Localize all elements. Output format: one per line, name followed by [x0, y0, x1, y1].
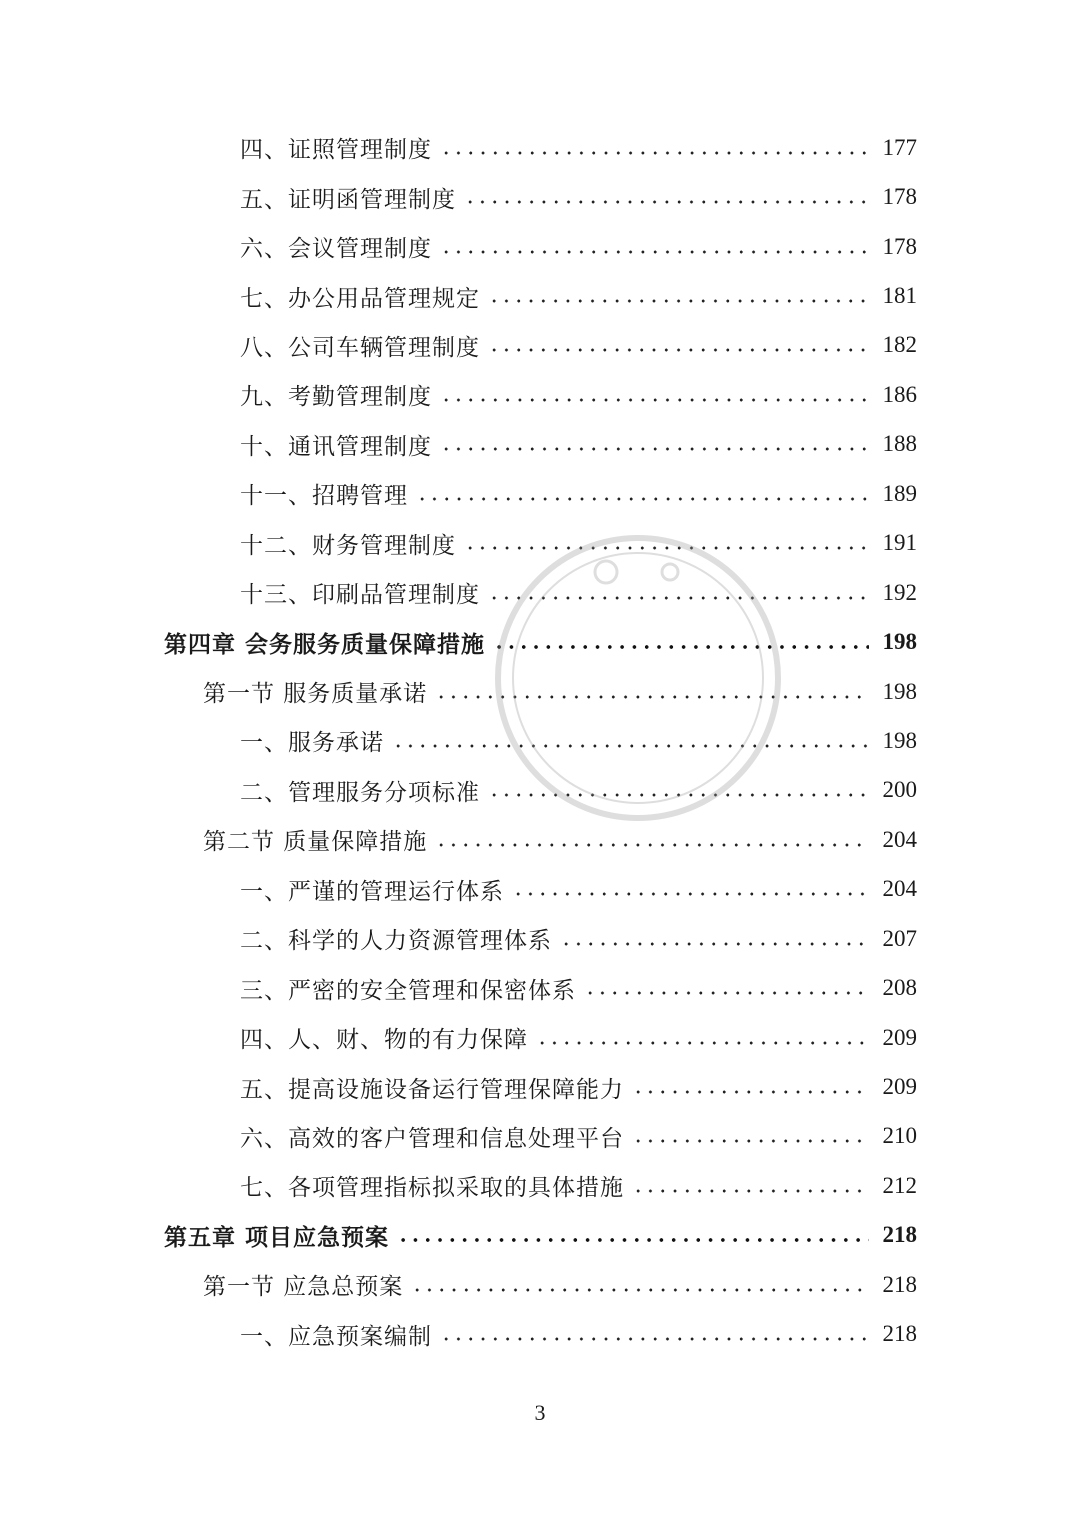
toc-item-entry[interactable] — [0, 172, 1080, 221]
toc-entry-page: 189 — [882, 480, 917, 506]
toc-entry-label: 二、科学的人力资源管理体系 — [240, 928, 552, 955]
dot-leader — [632, 1189, 869, 1193]
toc-entry-page: 178 — [882, 233, 917, 259]
toc-item-entry[interactable] — [0, 519, 1080, 568]
toc-entry-label: 十二、财务管理制度 — [240, 532, 456, 559]
dot-leader — [488, 299, 869, 303]
dot-leader — [584, 991, 869, 995]
toc-entry-page: 186 — [882, 381, 917, 407]
toc-item-entry[interactable] — [0, 469, 1080, 518]
toc-entry-label: 二、管理服务分项标准 — [240, 779, 480, 806]
dot-leader — [411, 1288, 869, 1292]
dot-leader — [435, 843, 869, 847]
dot-leader — [488, 348, 869, 352]
dot-leader — [397, 1238, 869, 1242]
toc-entry-page: 210 — [882, 1123, 917, 1149]
toc-item-entry[interactable] — [0, 123, 1080, 172]
dot-leader — [632, 1090, 869, 1094]
toc-entry-page: 218 — [882, 1271, 917, 1297]
dot-leader — [632, 1139, 869, 1143]
toc-entry-page: 209 — [882, 1074, 917, 1100]
toc-item-entry[interactable] — [0, 222, 1080, 271]
toc-entry-label: 四、证照管理制度 — [240, 137, 432, 164]
toc-entry-page: 182 — [882, 332, 917, 358]
toc-entry-page: 178 — [882, 184, 917, 210]
toc-entry-label: 十一、招聘管理 — [240, 483, 408, 510]
dot-leader — [536, 1041, 869, 1045]
toc-entry-label: 一、服务承诺 — [240, 730, 384, 757]
toc-chapter-entry[interactable] — [0, 617, 1080, 666]
toc-entry-page: 198 — [882, 678, 917, 704]
toc-entry-label: 七、办公用品管理规定 — [240, 285, 480, 312]
toc-item-entry[interactable] — [0, 321, 1080, 370]
toc-entry-label: 十、通讯管理制度 — [240, 433, 432, 460]
toc-entry-label: 六、会议管理制度 — [240, 236, 432, 263]
toc-entry-page: 212 — [882, 1172, 917, 1198]
dot-leader — [435, 695, 869, 699]
toc-entry-label: 九、考勤管理制度 — [240, 384, 432, 411]
dot-leader — [464, 200, 869, 204]
toc-item-entry[interactable] — [0, 1062, 1080, 1111]
toc-entry-page: 188 — [882, 431, 917, 457]
dot-leader — [440, 151, 869, 155]
toc-item-entry[interactable] — [0, 865, 1080, 914]
dot-leader — [440, 447, 869, 451]
toc-entry-label: 五、提高设施设备运行管理保障能力 — [240, 1076, 624, 1103]
toc-item-entry[interactable] — [0, 716, 1080, 765]
toc-entry-page: 191 — [882, 530, 917, 556]
toc-entry-page: 192 — [882, 579, 917, 605]
toc-entry-page: 177 — [882, 134, 917, 160]
toc-item-entry[interactable] — [0, 1013, 1080, 1062]
toc-entry-page: 198 — [882, 629, 917, 655]
dot-leader — [488, 793, 869, 797]
toc-entry-label: 第五章 项目应急预案 — [164, 1223, 390, 1251]
dot-leader — [416, 497, 869, 501]
toc-entry-page: 208 — [882, 975, 917, 1001]
toc-entry-page: 207 — [882, 925, 917, 951]
toc-entry-label: 第二节 质量保障措施 — [203, 829, 428, 856]
toc-entry-page: 218 — [882, 1321, 917, 1347]
toc-chapter-entry[interactable] — [0, 1211, 1080, 1260]
toc-entry-label: 第一节 服务质量承诺 — [203, 681, 428, 708]
toc-item-entry[interactable] — [0, 568, 1080, 617]
toc-entry-label: 八、公司车辆管理制度 — [240, 334, 480, 361]
dot-leader — [440, 1337, 869, 1341]
toc-entry-page: 204 — [882, 876, 917, 902]
toc-entry-page: 209 — [882, 1024, 917, 1050]
toc-entry-label: 三、严密的安全管理和保密体系 — [240, 977, 576, 1004]
page-number: 3 — [534, 1400, 546, 1425]
toc-entry-page: 200 — [882, 777, 917, 803]
toc-entry-label: 六、高效的客户管理和信息处理平台 — [240, 1125, 624, 1152]
toc-entry-label: 第四章 会务服务质量保障措施 — [164, 630, 486, 658]
dot-leader — [512, 892, 869, 896]
toc-section-entry[interactable] — [0, 667, 1080, 716]
dot-leader — [488, 596, 869, 600]
toc-section-entry[interactable] — [0, 1260, 1080, 1309]
dot-leader — [440, 250, 869, 254]
toc-entry-page: 181 — [882, 283, 917, 309]
toc-entry-label: 四、人、财、物的有力保障 — [240, 1027, 528, 1054]
toc-entry-page: 218 — [882, 1222, 917, 1248]
toc-item-entry[interactable] — [0, 914, 1080, 963]
toc-item-entry[interactable] — [0, 1112, 1080, 1161]
dot-leader — [464, 546, 869, 550]
toc-entry-label: 五、证明函管理制度 — [240, 186, 456, 213]
dot-leader — [392, 744, 869, 748]
toc-entry-page: 198 — [882, 727, 917, 753]
toc-item-entry[interactable] — [0, 271, 1080, 320]
toc-item-entry[interactable] — [0, 1310, 1080, 1359]
toc-section-entry[interactable] — [0, 815, 1080, 864]
toc-entry-page: 204 — [882, 826, 917, 852]
dot-leader — [440, 398, 869, 402]
table-of-contents — [0, 123, 1080, 1359]
dot-leader — [493, 645, 869, 649]
toc-item-entry[interactable] — [0, 420, 1080, 469]
dot-leader — [560, 942, 869, 946]
toc-entry-label: 第一节 应急总预案 — [203, 1274, 404, 1301]
toc-item-entry[interactable] — [0, 766, 1080, 815]
toc-entry-label: 一、严谨的管理运行体系 — [240, 878, 504, 905]
toc-entry-label: 七、各项管理指标拟采取的具体措施 — [240, 1175, 624, 1202]
toc-item-entry[interactable] — [0, 1161, 1080, 1210]
toc-entry-label: 十三、印刷品管理制度 — [240, 582, 480, 609]
toc-item-entry[interactable] — [0, 370, 1080, 419]
toc-item-entry[interactable] — [0, 963, 1080, 1012]
toc-entry-label: 一、应急预案编制 — [240, 1323, 432, 1350]
